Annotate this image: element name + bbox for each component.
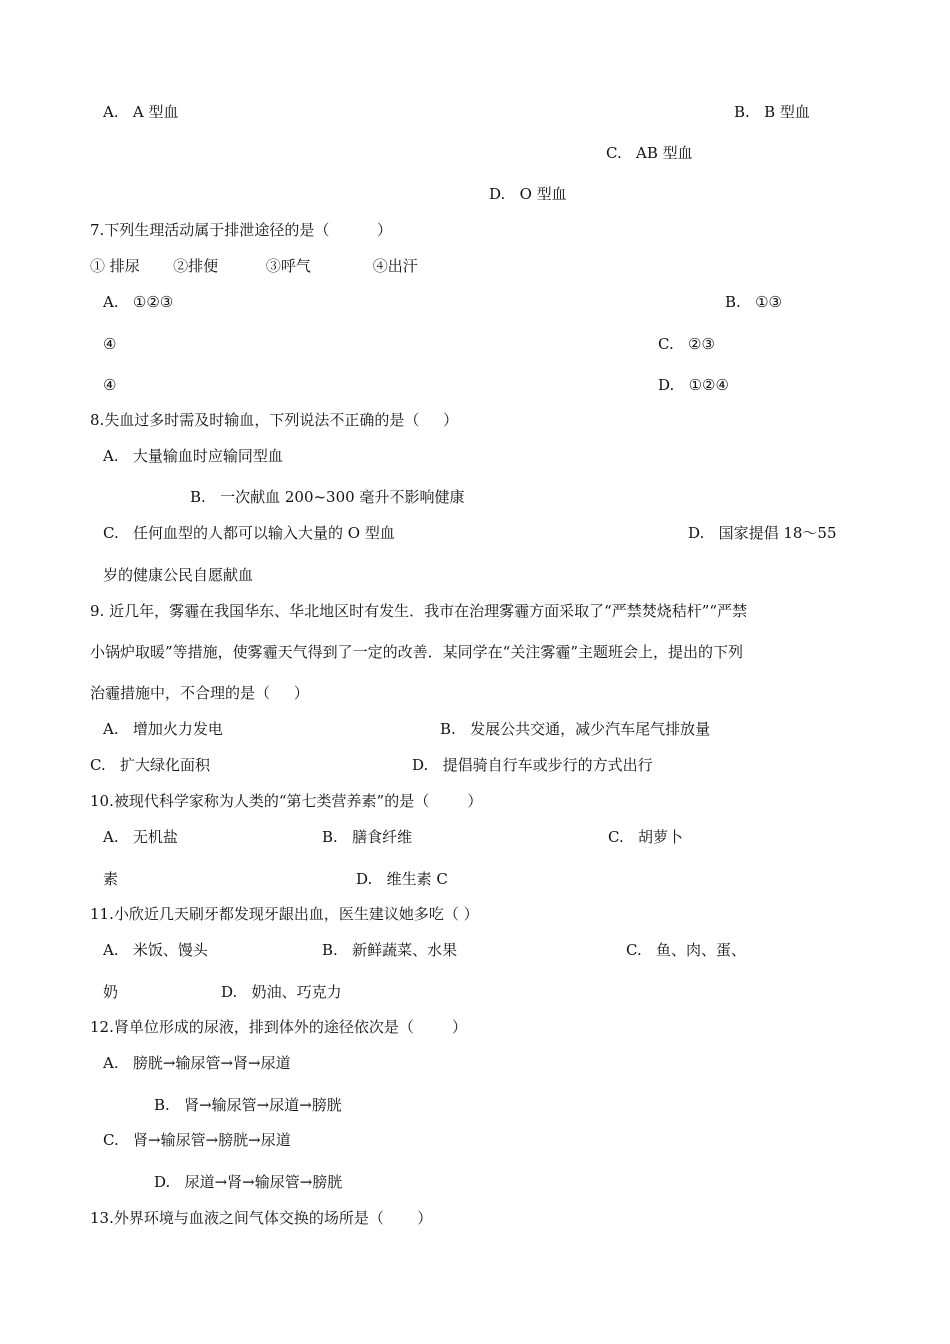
q6-option-d: D. O 型血 <box>489 185 567 203</box>
q10-option-b: B. 膳食纤维 <box>322 828 413 846</box>
q10-stem: 10.被现代科学家称为人类的“第七类营养素”的是（ ） <box>90 792 483 810</box>
q9-option-a: A. 增加火力发电 <box>103 720 223 738</box>
q8-stem: 8.失血过多时需及时输血，下列说法不正确的是（ ） <box>90 411 459 429</box>
q7-option-b: B. ①③ <box>725 293 782 311</box>
q11-option-c: C. 鱼、肉、蛋、 <box>626 941 747 959</box>
q8-option-a: A. 大量输血时应输同型血 <box>103 447 283 465</box>
q10-option-c: C. 胡萝卜 <box>608 828 684 846</box>
q8-option-b: B. 一次献血 200~300 毫升不影响健康 <box>190 488 465 506</box>
q12-option-d: D. 尿道→肾→输尿管→膀胱 <box>154 1173 343 1191</box>
q12-option-c: C. 肾→输尿管→膀胱→尿道 <box>103 1131 291 1149</box>
q8-option-d: D. 国家提倡 18～55 <box>688 524 837 542</box>
q12-stem: 12.肾单位形成的尿液，排到体外的途径依次是（ ） <box>90 1018 468 1036</box>
q7-items: ① 排尿 ②排便 ③呼气 ④出汗 <box>90 257 418 275</box>
q7-stem: 7.下列生理活动属于排泄途径的是（ ） <box>90 221 392 239</box>
q9-stem-line-3: 治霾措施中，不合理的是（ ） <box>90 684 309 702</box>
q11-stem: 11.小欣近几天刷牙都发现牙龈出血，医生建议她多吃（ ） <box>90 905 479 923</box>
q12-option-b: B. 肾→输尿管→尿道→膀胱 <box>154 1096 342 1114</box>
q7-option-c-continued: ④ <box>103 376 117 394</box>
q8-option-d-continued: 岁的健康公民自愿献血 <box>103 566 254 584</box>
q6-option-c: C. AB 型血 <box>606 144 693 162</box>
q10-option-a: A. 无机盐 <box>103 828 178 846</box>
q10-option-d: D. 维生素 C <box>356 870 448 888</box>
q13-stem: 13.外界环境与血液之间气体交换的场所是（ ） <box>90 1209 433 1227</box>
q10-option-c-continued: 素 <box>103 870 119 888</box>
q9-option-b: B. 发展公共交通，减少汽车尾气排放量 <box>440 720 711 738</box>
q7-option-a: A. ①②③ <box>103 293 174 311</box>
q8-option-c: C. 任何血型的人都可以输入大量的 O 型血 <box>103 524 395 542</box>
q7-option-c: C. ②③ <box>658 335 715 353</box>
q6-option-b: B. B 型血 <box>734 103 810 121</box>
q11-option-d: D. 奶油、巧克力 <box>221 983 342 1001</box>
q12-option-a: A. 膀胱→输尿管→肾→尿道 <box>103 1054 291 1072</box>
q11-option-c-continued: 奶 <box>103 983 119 1001</box>
q7-option-d: D. ①②④ <box>658 376 729 394</box>
q11-option-b: B. 新鲜蔬菜、水果 <box>322 941 458 959</box>
q9-option-c: C. 扩大绿化面积 <box>90 756 211 774</box>
q9-stem-line-2: 小锅炉取暖”等措施，使雾霾天气得到了一定的改善．某同学在“关注雾霾”主题班会上，提出的下列 <box>90 643 744 661</box>
q9-stem-line-1: 9. 近几年，雾霾在我国华东、华北地区时有发生．我市在治理雾霾方面采取了“严禁焚烧秸杆”“严禁 <box>90 602 748 620</box>
q7-option-b-continued: ④ <box>103 335 117 353</box>
q9-option-d: D. 提倡骑自行车或步行的方式出行 <box>412 756 653 774</box>
q6-option-a: A. A 型血 <box>103 103 179 121</box>
q11-option-a: A. 米饭、馒头 <box>103 941 208 959</box>
